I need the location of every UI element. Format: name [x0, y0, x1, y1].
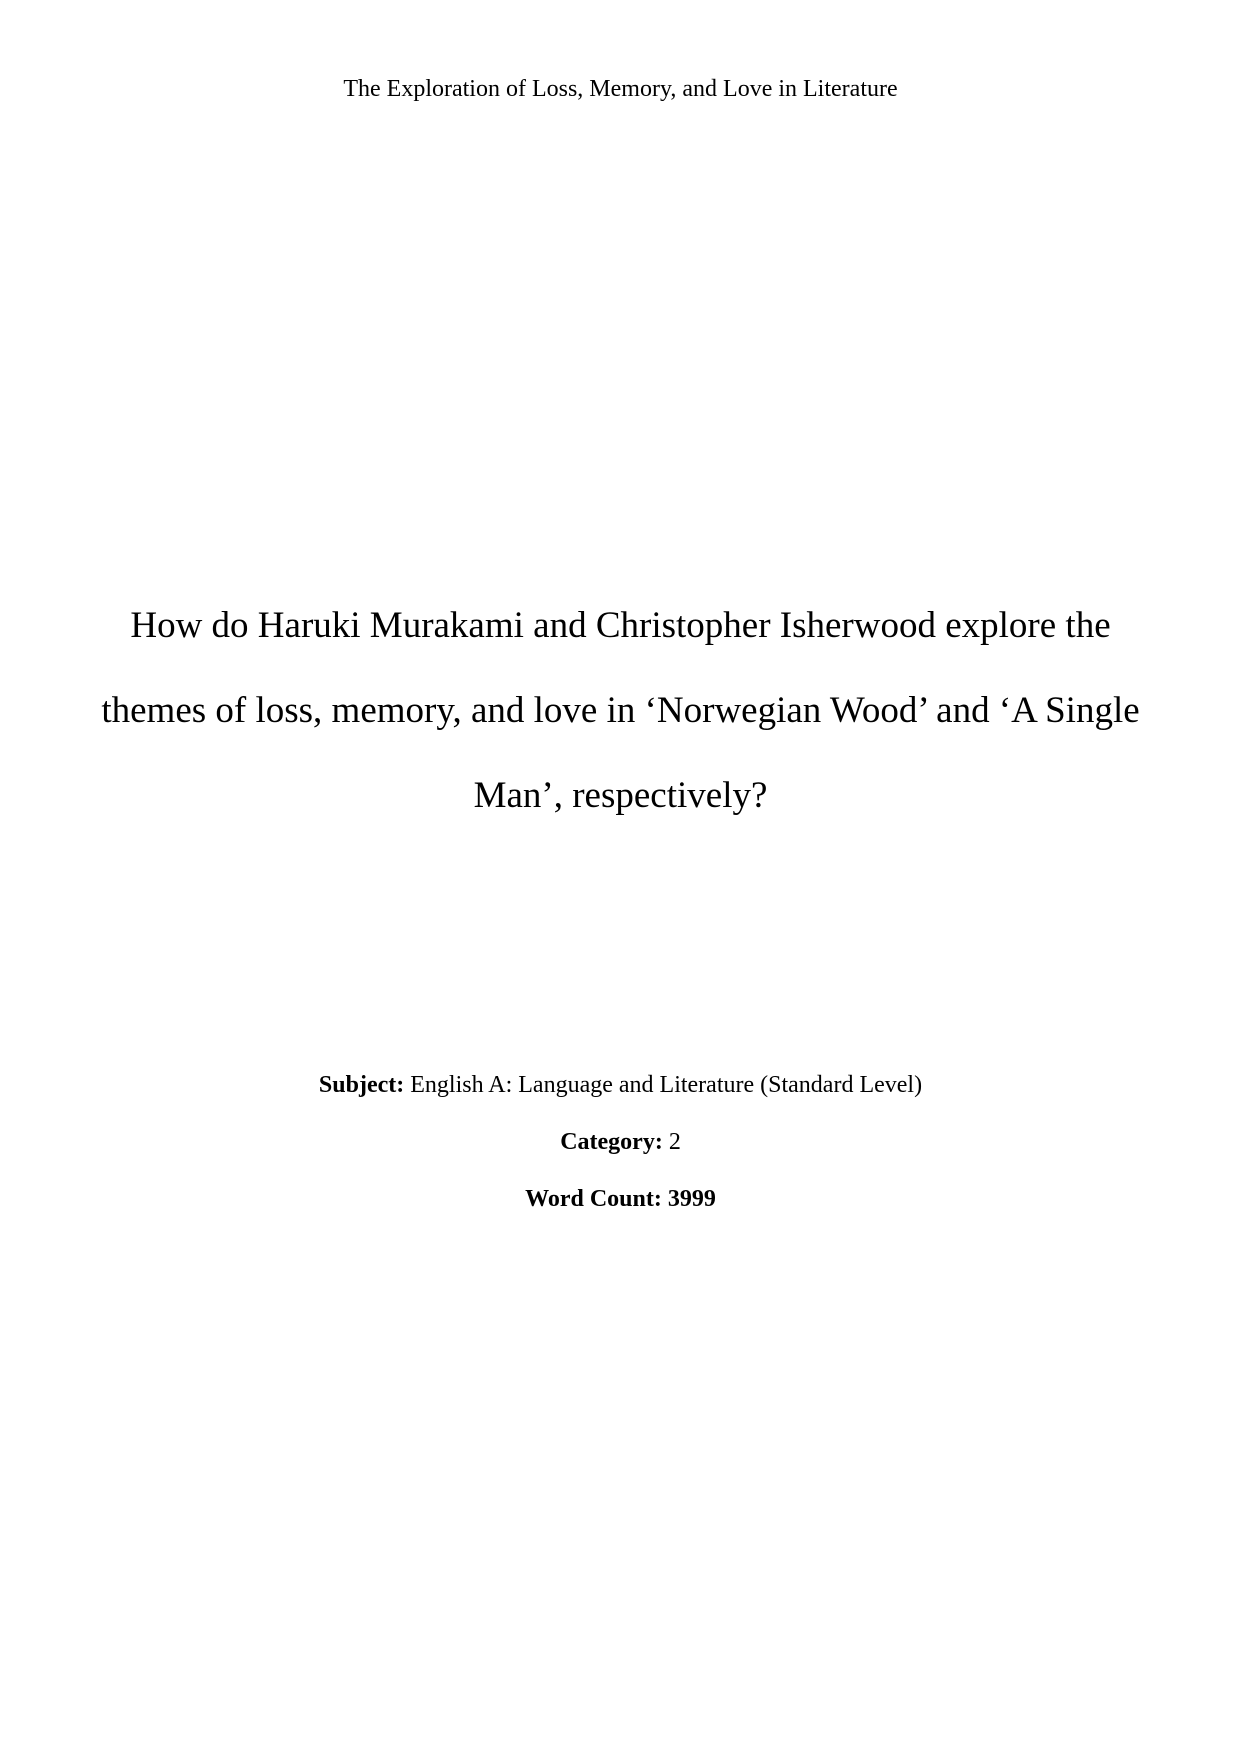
subject-value: English A: Language and Literature (Standard Level) [404, 1072, 923, 1098]
word-count-value: 3999 [661, 1186, 716, 1212]
subject-line [0, 1070, 1241, 1100]
category-line [0, 1127, 1241, 1157]
subject-label: Subject: [318, 1072, 405, 1098]
category-value: 2 [662, 1129, 681, 1155]
word-count-label: Word Count: [525, 1186, 662, 1212]
running-header: The Exploration of Loss, Memory, and Love in Literature [343, 76, 898, 102]
title-line-3: Man’, respectively? [473, 775, 768, 816]
essay-title [60, 583, 1181, 838]
category-label: Category: [560, 1129, 663, 1155]
title-line-2: themes of loss, memory, and love in ‘Norwegian Wood’ and ‘A Single [101, 690, 1140, 731]
title-line-1: How do Haruki Murakami and Christopher Isherwood explore the [130, 605, 1111, 646]
word-count-line [0, 1184, 1241, 1214]
